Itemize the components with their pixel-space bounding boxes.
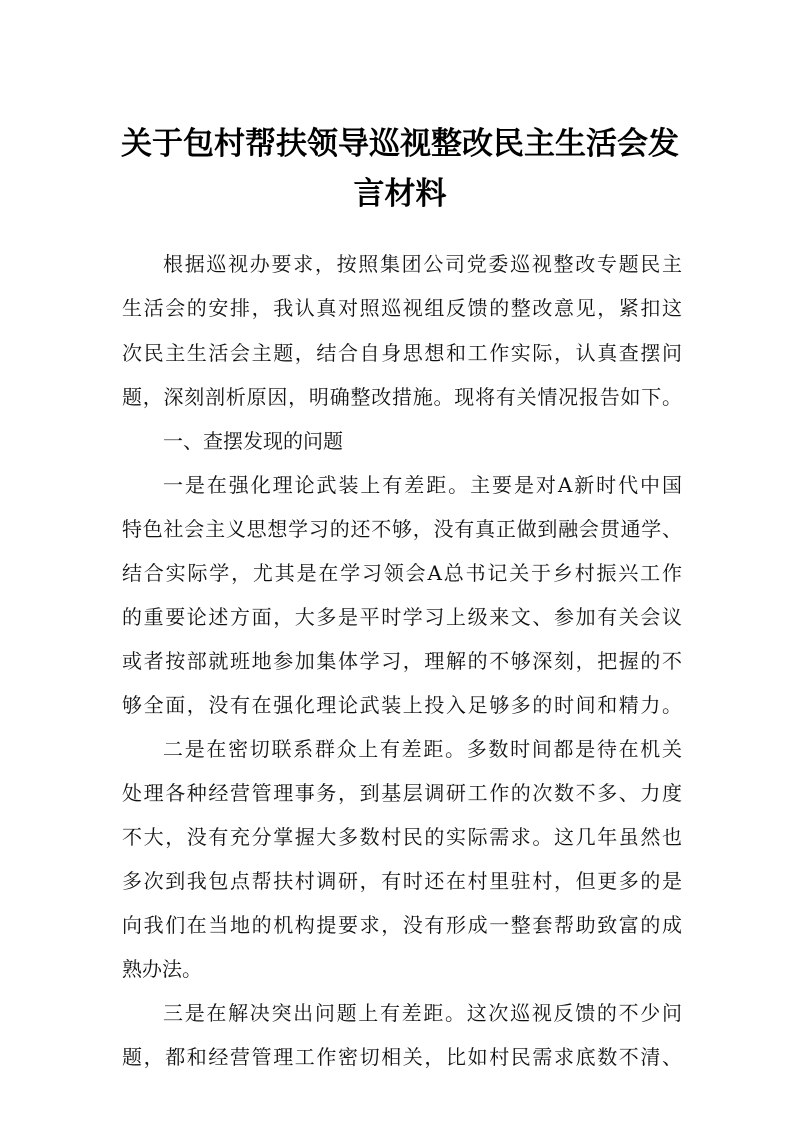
section-heading: 一、查摆发现的问题 [163,429,343,453]
paragraph-1-line-2: 生活会的安排，我认真对照巡视组反馈的整改意见，紧扣这 [122,296,682,320]
paragraph-2-line-6: 够全面，没有在强化理论武装上投入足够多的时间和精力。 [122,693,682,717]
paragraph-3-line-3: 不大，没有充分掌握大多数村民的实际需求。这几年虽然也 [122,825,682,849]
paragraph-2-line-4: 的重要论述方面，大多是平时学习上级来文、参加有关会议 [122,605,682,629]
paragraph-3-line-2: 处理各种经营管理事务，到基层调研工作的次数不多、力度 [122,781,682,805]
paragraph-1-line-4: 题，深刻剖析原因，明确整改措施。现将有关情况报告如下。 [122,385,682,409]
paragraph-2-line-3: 结合实际学，尤其是在学习领会A总书记关于乡村振兴工作 [122,561,682,585]
paragraph-4-line-1: 三是在解决突出问题上有差距。这次巡视反馈的不少问 [163,1001,682,1025]
paragraph-4-line-2: 题，都和经营管理工作密切相关，比如村民需求底数不清、 [122,1045,682,1069]
paragraph-3-line-1: 二是在密切联系群众上有差距。多数时间都是待在机关 [163,737,682,761]
document-title-line-1: 关于包村帮扶领导巡视整改民主生活会发 [121,126,679,162]
paragraph-3-line-5: 向我们在当地的机构提要求，没有形成一整套帮助致富的成 [122,913,682,937]
paragraph-2-line-2: 特色社会主义思想学习的还不够，没有真正做到融会贯通学、 [122,517,682,541]
document-title-line-2: 言材料 [353,176,447,212]
paragraph-1-line-1: 根据巡视办要求，按照集团公司党委巡视整改专题民主 [163,252,682,276]
paragraph-3-line-6: 熟办法。 [122,957,202,981]
paragraph-2-line-1: 一是在强化理论武装上有差距。主要是对A新时代中国 [163,473,682,497]
paragraph-1-line-3: 次民主生活会主题，结合自身思想和工作实际，认真查摆问 [122,341,682,365]
paragraph-2-line-5: 或者按部就班地参加集体学习，理解的不够深刻，把握的不 [122,649,682,673]
paragraph-3-line-4: 多次到我包点帮扶村调研，有时还在村里驻村，但更多的是 [122,869,682,893]
